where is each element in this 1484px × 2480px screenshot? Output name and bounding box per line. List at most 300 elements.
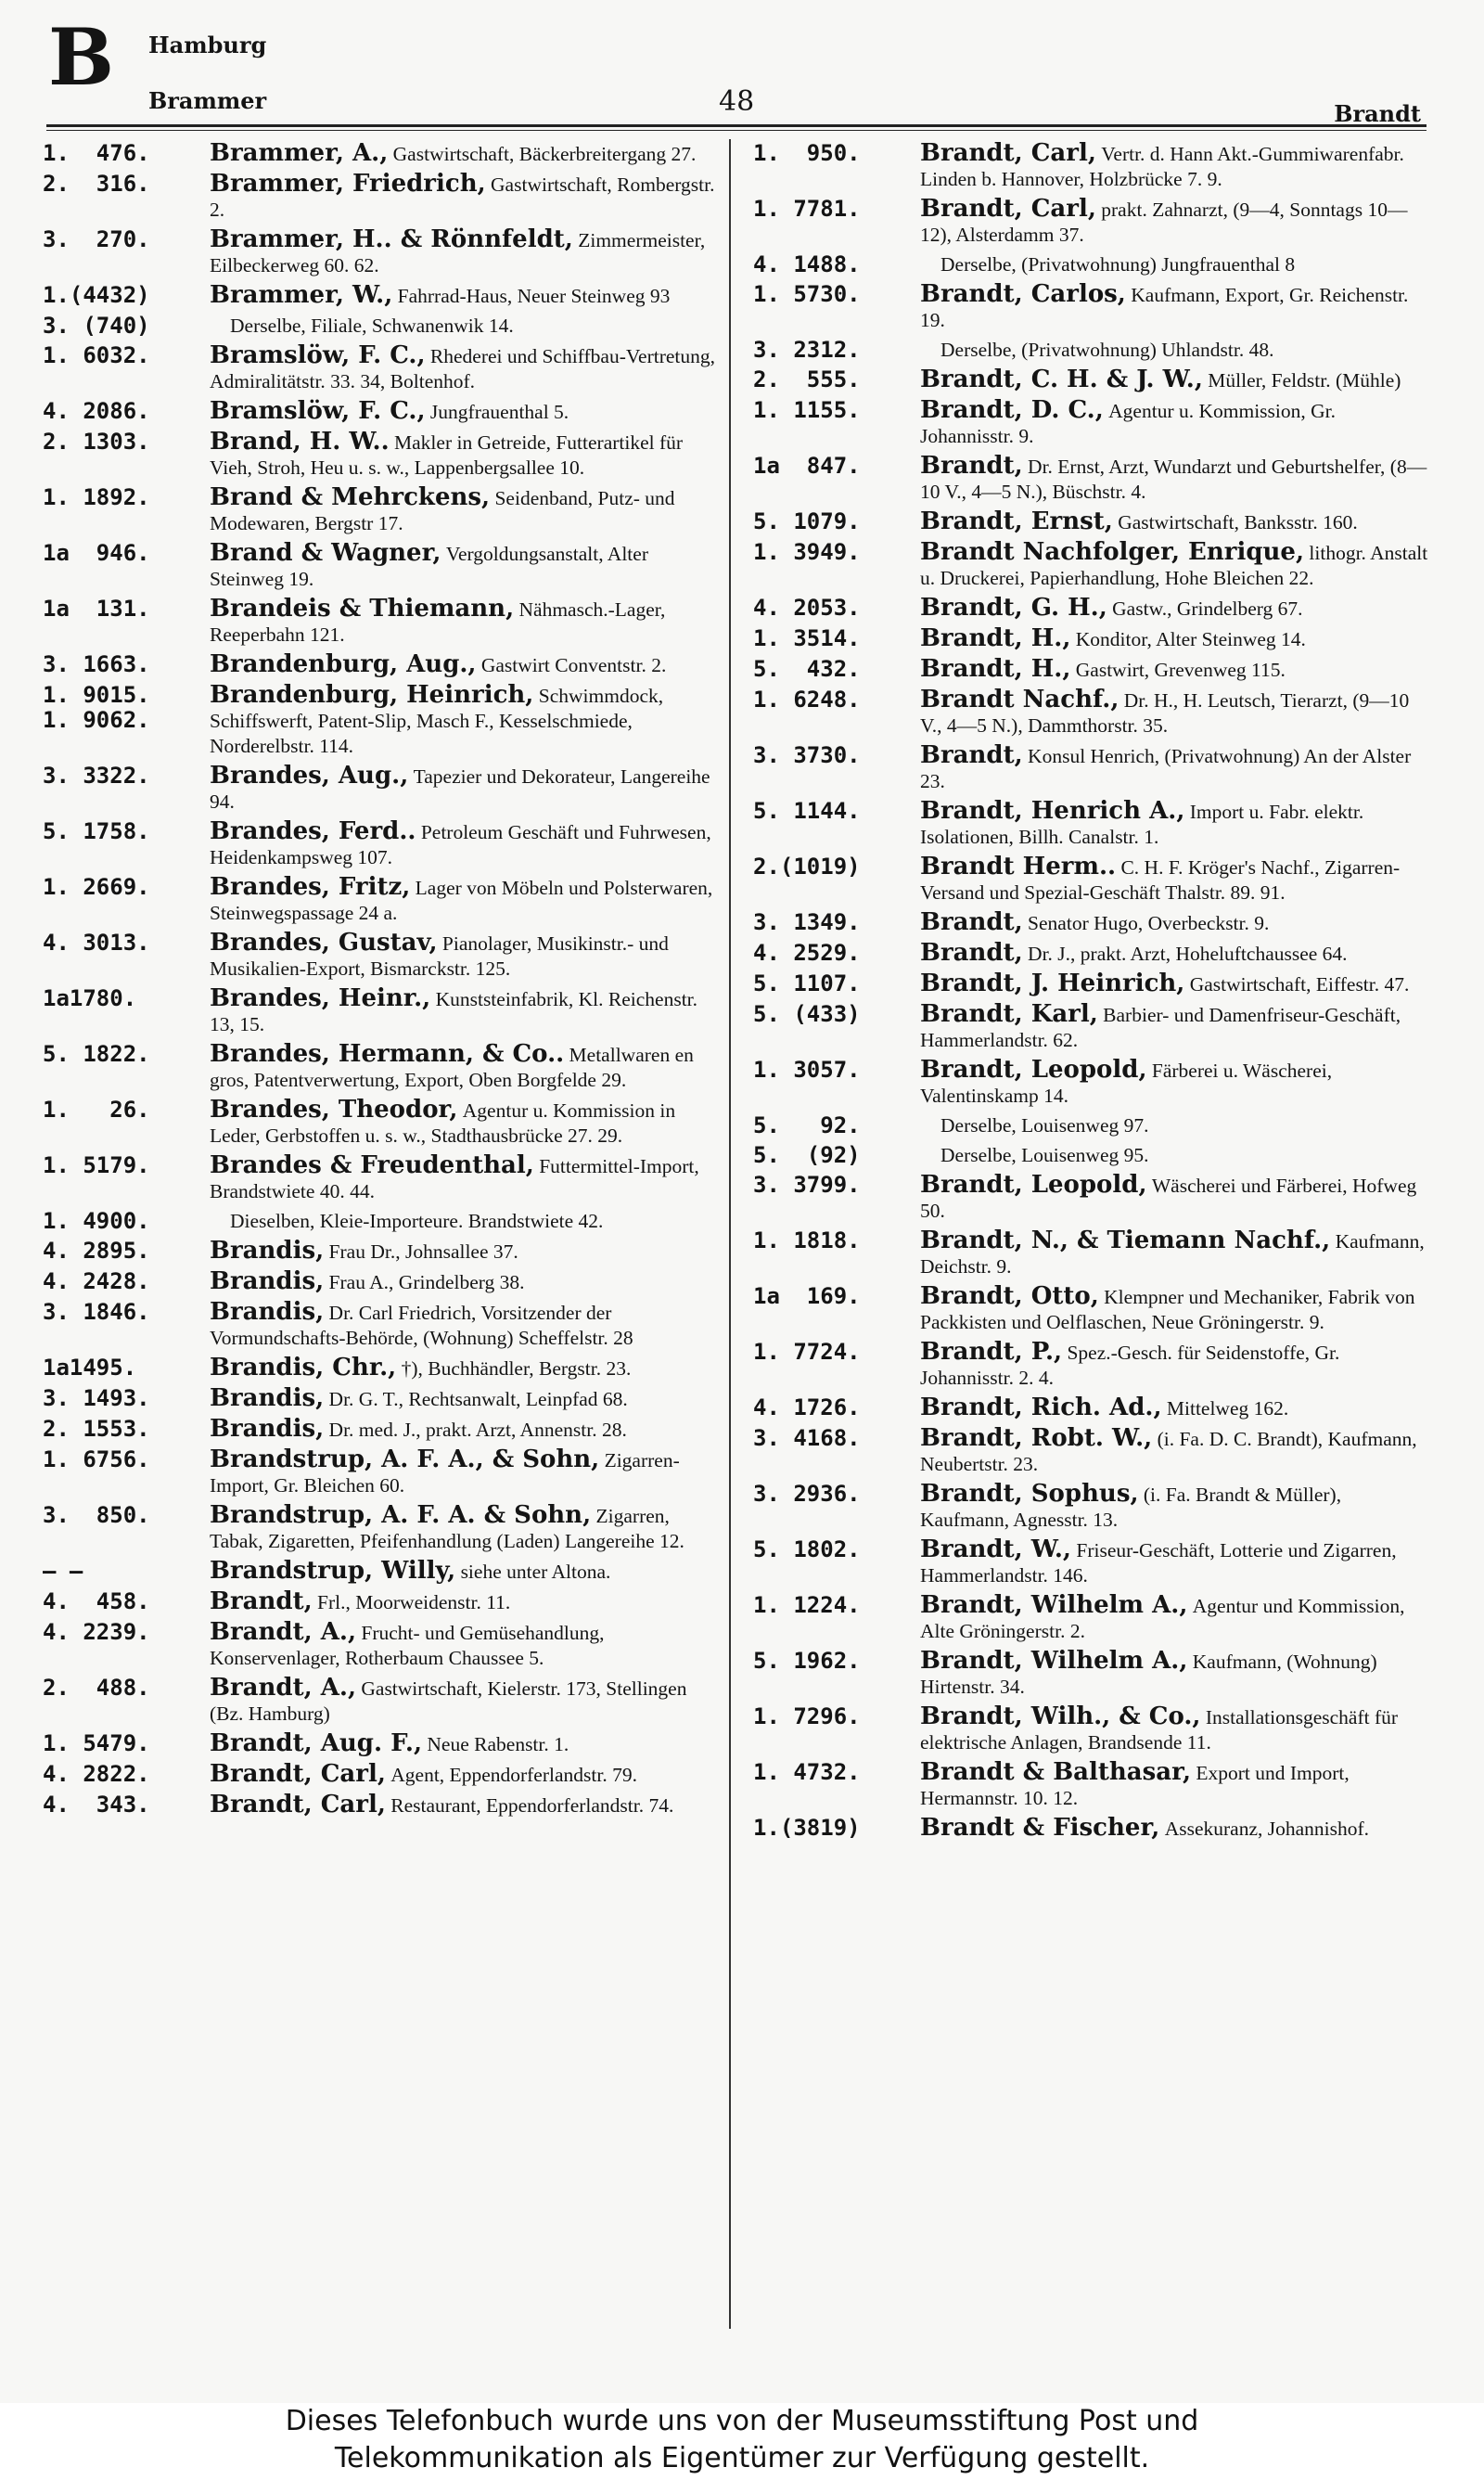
phone-number: 2. 316. — [43, 171, 150, 197]
phone-number: 1a 946. — [43, 540, 150, 566]
subscriber-name: Brandt, Aug. F., — [210, 1729, 423, 1757]
subscriber-name: Brandt, — [920, 939, 1023, 967]
directory-entry — [43, 314, 722, 339]
subscriber-name: Brandes, Gustav, — [210, 929, 438, 957]
phone-number: 1. 1224. — [753, 1592, 861, 1618]
directory-entry — [753, 941, 1432, 967]
subscriber-name: Brammer, A., — [210, 139, 389, 167]
phone-number: 3. 3799. — [753, 1172, 861, 1198]
subscriber-name: Brandis, — [210, 1415, 325, 1443]
phone-number: 4. 343. — [43, 1792, 150, 1818]
directory-entry — [753, 1143, 1432, 1168]
subscriber-name: Brandenburg, Heinrich, — [210, 681, 534, 709]
directory-entry — [43, 1153, 722, 1204]
phone-number: 1. 7296. — [753, 1703, 861, 1729]
subscriber-details: Frau Dr., Johnsallee 37. — [328, 1240, 518, 1263]
phone-number: 5. 1107. — [753, 970, 861, 996]
phone-number: 1. 4900. — [43, 1208, 150, 1234]
phone-number: 1. 6248. — [753, 687, 861, 713]
phone-number: 2. 1553. — [43, 1416, 150, 1442]
subscriber-name: Brandis, Chr., — [210, 1354, 397, 1381]
directory-entry — [753, 799, 1432, 850]
subscriber-name: Brandt & Fischer, — [920, 1814, 1160, 1842]
phone-number: 1. 7781. — [753, 196, 861, 222]
subscriber-details: Zigarren-Import, Gr. Bleichen 60. — [210, 1449, 680, 1497]
subscriber-details: Makler in Getreide, Futterartikel für Vieh, Stroh, Heu u. s. w., Lappenbergsallee 10. — [210, 431, 684, 479]
subscriber-details: Gastwirtschaft, Rombergstr. 2. — [210, 173, 715, 221]
subscriber-details: Gastwirtschaft, Eiffestr. 47. — [1189, 973, 1410, 996]
subscriber-details: Neue Rabenstr. 1. — [427, 1733, 569, 1755]
phone-number: 1. 6756. — [43, 1446, 150, 1472]
subscriber-details: Mittelweg 162. — [1166, 1397, 1289, 1420]
subscriber-details: Dr. G. T., Rechtsanwalt, Leinpfad 68. — [328, 1388, 628, 1410]
subscriber-name: Brandis, — [210, 1237, 325, 1265]
phone-number: 1. 6032. — [43, 342, 150, 368]
directory-entry — [753, 1760, 1432, 1811]
directory-entry — [43, 227, 722, 278]
subscriber-name: Brandt, P., — [920, 1338, 1063, 1366]
phone-number: 1. 7724. — [753, 1339, 861, 1365]
subscriber-name: Brandt, Ernst, — [920, 508, 1113, 535]
directory-entry — [43, 1503, 722, 1554]
subscriber-details: Gastwirtschaft, Bäckerbreitergang 27. — [392, 143, 697, 165]
directory-entry — [43, 1269, 722, 1295]
directory-entry — [753, 1284, 1432, 1335]
subscriber-name: Brandt, Leopold, — [920, 1056, 1147, 1084]
subscriber-details: Export und Import, Hermannstr. 10. 12. — [920, 1762, 1350, 1809]
phone-number: 3. 1349. — [753, 909, 861, 935]
phone-number: 5. 1822. — [43, 1041, 150, 1067]
directory-entry — [753, 454, 1432, 505]
phone-number: 5. 1144. — [753, 798, 861, 824]
directory-entry — [753, 1113, 1432, 1138]
directory-entry — [43, 683, 722, 759]
subscriber-details: Müller, Feldstr. (Mühle) — [1208, 369, 1401, 392]
subscriber-name: Brandt, Sophus, — [920, 1480, 1139, 1508]
phone-number: — — — [43, 1558, 83, 1584]
subscriber-details: lithogr. Anstalt u. Druckerei, Papierhandlung, Hohe Bleichen 22. — [920, 542, 1428, 589]
subscriber-name: Brandt, A., — [210, 1674, 356, 1702]
directory-entry — [43, 652, 722, 678]
subscriber-details: Frucht- und Gemüsehandlung, Konservenlager, Rotherbaum Chaussee 5. — [210, 1622, 605, 1669]
phone-number: 1a 169. — [753, 1283, 861, 1309]
subscriber-name: Brandeis & Thiemann, — [210, 595, 515, 623]
subscriber-name: Brandt Nachf., — [920, 686, 1119, 713]
directory-entry — [43, 764, 722, 815]
directory-entry — [753, 657, 1432, 683]
subscriber-details: Jungfrauenthal 5. — [429, 401, 569, 423]
phone-number: 5. 1962. — [753, 1648, 861, 1674]
directory-entry — [753, 626, 1432, 652]
subscriber-details: siehe unter Altona. — [460, 1561, 611, 1583]
phone-number: 1a1495. — [43, 1355, 137, 1381]
directory-entry — [43, 1793, 722, 1818]
phone-number: 1. 5179. — [43, 1152, 150, 1178]
subscriber-details: Frau A., Grindelberg 38. — [328, 1271, 525, 1293]
phone-number: 4. 2239. — [43, 1619, 150, 1645]
phone-number: 5. 432. — [753, 656, 861, 682]
subscriber-name: Brandt Nachfolger, Enrique, — [920, 538, 1305, 566]
directory-entry — [43, 1098, 722, 1149]
subscriber-name: Brandt, — [210, 1587, 313, 1615]
subscriber-details: Fahrrad-Haus, Neuer Steinweg 93 — [397, 285, 671, 307]
directory-entry — [43, 283, 722, 309]
subscriber-details: C. H. F. Kröger's Nachf., Zigarren-Versand und Spezial-Geschäft Thalstr. 89. 91. — [920, 856, 1401, 904]
directory-entry — [43, 1300, 722, 1351]
phone-number: 5. 1758. — [43, 818, 150, 844]
directory-entry — [43, 1559, 722, 1585]
header-first-entry: Brammer — [148, 87, 267, 114]
phone-number: 1. 3514. — [753, 625, 861, 651]
subscriber-name: Brandes, Theodor, — [210, 1096, 458, 1124]
phone-number: 5. 1802. — [753, 1536, 861, 1562]
subscriber-details: Klempner und Mechaniker, Fabrik von Packkisten und Oelflaschen, Neue Gröningerstr. 9. — [920, 1286, 1415, 1333]
phone-number: 1. 5479. — [43, 1730, 150, 1756]
phone-number: 3. (740) — [43, 313, 150, 339]
subscriber-details: Konditor, Alter Steinweg 14. — [1075, 628, 1306, 650]
subscriber-details: Dr. J., prakt. Arzt, Hoheluftchaussee 64. — [1028, 943, 1348, 965]
phone-number: 1. 2669. — [43, 874, 150, 900]
directory-entry — [753, 1816, 1432, 1842]
phone-number: 3. 2936. — [753, 1481, 861, 1507]
phone-number: 1. 9015. 1. 9062. — [43, 682, 150, 733]
subscriber-details: Senator Hugo, Overbeckstr. 9. — [1028, 912, 1270, 934]
phone-number: 1.(4432) — [43, 282, 150, 308]
subscriber-details: Spez.-Gesch. für Seidenstoffe, Gr. Johannisstr. 2. 4. — [920, 1342, 1340, 1389]
subscriber-name: Brandt Herm.. — [920, 853, 1117, 880]
subscriber-details: Gastw., Grindelberg 67. — [1112, 598, 1303, 620]
phone-number: 3. 4168. — [753, 1425, 861, 1451]
subscriber-details: Barbier- und Damenfriseur-Geschäft, Hammerlandstr. 62. — [920, 1004, 1401, 1051]
subscriber-details: Konsul Henrich, (Privatwohnung) An der Alster 23. — [920, 745, 1412, 792]
subscriber-details: Metallwaren en gros, Patentverwertung, Export, Oben Borgfelde 29. — [210, 1044, 694, 1091]
subscriber-details: Petroleum Geschäft und Fuhrwesen, Heidenkampsweg 107. — [210, 821, 711, 868]
subscriber-details: Nähmasch.-Lager, Reeperbahn 121. — [210, 598, 666, 646]
subscriber-name: Brandis, — [210, 1267, 325, 1295]
subscriber-details: Zigarren, Tabak, Zigaretten, Pfeifenhandlung (Laden) Langereihe 12. — [210, 1505, 684, 1552]
subscriber-details: Rhederei und Schiffbau-Vertretung, Admiralitätstr. 33. 34, Boltenhof. — [210, 345, 716, 392]
directory-entry — [43, 1589, 722, 1615]
phone-number: 4. 2529. — [753, 940, 861, 966]
subscriber-name: Brandt, Carl, — [920, 195, 1096, 223]
subscriber-details: †), Buchhändler, Bergstr. 23. — [401, 1357, 632, 1380]
subscriber-details: Zimmermeister, Eilbeckerweg 60. 62. — [210, 229, 706, 276]
subscriber-name: Brandt, Carl, — [210, 1791, 386, 1818]
subscriber-details: Friseur-Geschäft, Lotterie und Zigarren, Hammerlandstr. 146. — [920, 1539, 1397, 1587]
directory-entry — [43, 172, 722, 223]
phone-number: 1. 5730. — [753, 281, 861, 307]
phone-number: 3. 850. — [43, 1502, 150, 1528]
directory-entry — [753, 252, 1432, 277]
directory-entry — [753, 971, 1432, 997]
subscriber-name: Brandenburg, Aug., — [210, 650, 477, 678]
directory-entry — [753, 141, 1432, 192]
subscriber-name: Brandt, H., — [920, 624, 1071, 652]
directory-entry — [43, 1356, 722, 1381]
right-column — [753, 141, 1432, 1846]
phone-number: 1. 4732. — [753, 1759, 861, 1785]
subscriber-details: Dr. H., H. Leutsch, Tierarzt, (9—10 V., 4—5 N.), Dammthorstr. 35. — [920, 689, 1410, 737]
directory-entry — [753, 1173, 1432, 1224]
subscriber-name: Brand & Mehrckens, — [210, 483, 491, 511]
directory-entry — [43, 1620, 722, 1671]
subscriber-details: Vertr. d. Hann Akt.-Gummiwarenfabr. Linden b. Hannover, Holzbrücke 7. 9. — [920, 143, 1404, 190]
directory-entry — [43, 1042, 722, 1093]
phone-number: 5. 1079. — [753, 508, 861, 534]
directory-entry — [43, 141, 722, 167]
subscriber-name: Brandt, Carl, — [210, 1760, 386, 1788]
subscriber-name: Brandt, Robt. W., — [920, 1424, 1153, 1452]
directory-entry — [753, 687, 1432, 739]
subscriber-details: Kunststeinfabrik, Kl. Reichenstr. 13, 15. — [210, 988, 698, 1035]
directory-entry — [43, 1209, 722, 1234]
subscriber-name: Brandt, J. Heinrich, — [920, 970, 1185, 997]
directory-entry — [753, 1395, 1432, 1421]
subscriber-details: Agentur u. Kommission in Leder, Gerbstoffen u. s. w., Stadthausbrücke 27. 29. — [210, 1099, 676, 1147]
subscriber-details: Färberei u. Wäscherei, Valentinskamp 14. — [920, 1060, 1333, 1107]
subscriber-details: Gastwirtschaft, Banksstr. 160. — [1118, 511, 1358, 533]
phone-number: 4. 2086. — [43, 398, 150, 424]
subscriber-details: Agent, Eppendorferlandstr. 79. — [390, 1764, 637, 1786]
subscriber-details: Import u. Fabr. elektr. Isolationen, Billh. Canalstr. 1. — [920, 801, 1364, 848]
directory-entry — [43, 1239, 722, 1265]
subscriber-details: Kaufmann, Export, Gr. Reichenstr. 19. — [920, 284, 1409, 331]
subscriber-details: Gastwirt, Grevenweg 115. — [1075, 659, 1286, 681]
subscriber-details: Agentur und Kommission, Alte Gröningerstr. 2. — [920, 1595, 1405, 1642]
directory-entry — [753, 398, 1432, 449]
subscriber-details: (i. Fa. Brandt & Müller), Kaufmann, Agnesstr. 13. — [920, 1484, 1342, 1531]
subscriber-name: Brandes, Hermann, & Co.. — [210, 1040, 565, 1068]
subscriber-name: Brandt, H., — [920, 655, 1071, 683]
subscriber-name: Brandt, C. H. & J. W., — [920, 366, 1203, 393]
subscriber-name: Brandt, W., — [920, 1536, 1071, 1563]
phone-number: 1. 1818. — [753, 1227, 861, 1253]
subscriber-name: Brandes & Freudenthal, — [210, 1151, 534, 1179]
phone-number: 1. 26. — [43, 1097, 150, 1123]
subscriber-name: Brand, H. W.. — [210, 428, 390, 456]
footer-notice — [0, 2403, 1484, 2480]
subscriber-name: Brandt, Otto, — [920, 1282, 1099, 1310]
header-city: Hamburg — [148, 32, 267, 58]
subscriber-name: Brandstrup, Willy, — [210, 1557, 456, 1585]
phone-number: 1a 847. — [753, 453, 861, 479]
phone-number: 3. 1846. — [43, 1299, 150, 1325]
subscriber-name: Brandt, Leopold, — [920, 1171, 1147, 1199]
phone-number: 5. (92) — [753, 1142, 861, 1168]
subscriber-name: Brandt, Wilhelm A., — [920, 1591, 1188, 1619]
subscriber-name: Brandes, Ferd.. — [210, 817, 416, 845]
phone-number: 1a1780. — [43, 985, 137, 1011]
subscriber-name: Brandt, Karl, — [920, 1000, 1098, 1028]
subscriber-name: Brandes, Aug., — [210, 762, 409, 790]
directory-entry — [753, 338, 1432, 363]
left-column — [43, 141, 722, 1823]
subscriber-details: Seidenband, Putz- und Modewaren, Bergstr 17. — [210, 487, 675, 534]
phone-number: 5. 92. — [753, 1112, 861, 1138]
subscriber-name: Brandt & Balthasar, — [920, 1758, 1191, 1786]
subscriber-name: Brandes, Fritz, — [210, 873, 411, 901]
subscriber-details: Futtermittel-Import, Brandstwiete 40. 44. — [210, 1155, 699, 1202]
subscriber-name: Bramslöw, F. C., — [210, 397, 426, 425]
directory-entry — [43, 343, 722, 394]
phone-number: 2. 555. — [753, 366, 861, 392]
directory-entry — [43, 931, 722, 982]
directory-entry — [43, 1386, 722, 1412]
phone-number: 4. 1726. — [753, 1394, 861, 1420]
subscriber-name: Brandt, — [920, 908, 1023, 936]
subscriber-details: Pianolager, Musikinstr.- und Musikalien-Export, Bismarckstr. 125. — [210, 932, 669, 980]
phone-number: 1.(3819) — [753, 1815, 861, 1841]
directory-entry — [753, 367, 1432, 393]
subscriber-name: Brandt, Carlos, — [920, 280, 1126, 308]
directory-entry — [753, 1704, 1432, 1755]
directory-entry — [753, 1537, 1432, 1588]
directory-entry — [43, 430, 722, 481]
phone-number: 4. 458. — [43, 1588, 150, 1614]
subscriber-name: Brandt, Henrich A., — [920, 797, 1185, 825]
directory-entry — [43, 819, 722, 870]
phone-number: 4. 3013. — [43, 930, 150, 956]
phone-number: 5. (433) — [753, 1001, 861, 1027]
subscriber-name: Brandt, Wilhelm A., — [920, 1647, 1188, 1675]
subscriber-details: Derselbe, (Privatwohnung) Jungfrauenthal 8 — [940, 253, 1296, 276]
header-last-entry: Brandt — [1334, 100, 1421, 127]
page-number: 48 — [719, 85, 755, 118]
phone-number: 1. 950. — [753, 140, 861, 166]
directory-entry — [753, 1002, 1432, 1053]
footer-line-1: Dieses Telefonbuch wurde uns von der Museumsstiftung Post und — [285, 2405, 1199, 2437]
subscriber-name: Brandstrup, A. F. A., & Sohn, — [210, 1446, 600, 1473]
subscriber-details: Installationsgeschäft für elektrische Anlagen, Brandsende 11. — [920, 1706, 1399, 1754]
footer-line-2: Telekommunikation als Eigentümer zur Verfügung gestellt. — [334, 2442, 1150, 2474]
subscriber-name: Brammer, W., — [210, 281, 393, 309]
phone-number: 2. 488. — [43, 1675, 150, 1701]
directory-entry — [753, 743, 1432, 794]
phone-number: 1. 3057. — [753, 1057, 861, 1083]
directory-entry — [43, 541, 722, 592]
header-rule-thin — [46, 130, 1426, 131]
directory-entry — [753, 1482, 1432, 1533]
phone-number: 2. 1303. — [43, 429, 150, 455]
directory-entry — [753, 855, 1432, 906]
phone-number: 3. 1663. — [43, 651, 150, 677]
subscriber-details: Agentur u. Kommission, Gr. Johannisstr. 9. — [920, 400, 1337, 447]
phone-number: 3. 3730. — [753, 742, 861, 768]
directory-entry — [43, 1731, 722, 1757]
directory-entry — [753, 1340, 1432, 1391]
directory-entry — [753, 197, 1432, 248]
subscriber-details: Lager von Möbeln und Polsterwaren, Steinwegspassage 24 a. — [210, 877, 713, 924]
directory-entry — [753, 540, 1432, 591]
subscriber-details: Kaufmann, Deichstr. 9. — [920, 1230, 1425, 1278]
subscriber-details: Kaufmann, (Wohnung) Hirtenstr. 34. — [920, 1651, 1377, 1698]
subscriber-name: Brandt, — [920, 452, 1023, 480]
subscriber-details: prakt. Zahnarzt, (9—4, Sonntags 10—12), Alsterdamm 37. — [920, 199, 1408, 246]
directory-entry — [43, 1417, 722, 1443]
subscriber-details: Gastwirt Conventstr. 2. — [480, 654, 667, 676]
subscriber-name: Brammer, Friedrich, — [210, 170, 486, 198]
phone-number: 4. 2053. — [753, 595, 861, 621]
subscriber-name: Brandt, Carl, — [920, 139, 1096, 167]
directory-entry — [43, 1447, 722, 1498]
subscriber-details: Derselbe, Filiale, Schwanenwik 14. — [230, 315, 514, 337]
subscriber-name: Brandis, — [210, 1298, 325, 1326]
subscriber-details: Derselbe, (Privatwohnung) Uhlandstr. 48. — [940, 339, 1274, 361]
subscriber-details: Assekuranz, Johannishof. — [1164, 1818, 1370, 1840]
directory-entry — [43, 485, 722, 536]
subscriber-details: Derselbe, Louisenweg 95. — [940, 1144, 1149, 1166]
directory-entry — [43, 1762, 722, 1788]
subscriber-name: Brandt, Wilh., & Co., — [920, 1703, 1201, 1730]
phone-number: 4. 1488. — [753, 251, 861, 277]
subscriber-details: (i. Fa. D. C. Brandt), Kaufmann, Neubertstr. 23. — [920, 1428, 1417, 1475]
phone-number: 3. 3322. — [43, 763, 150, 789]
phone-number: 4. 2428. — [43, 1268, 150, 1294]
phone-number: 4. 2822. — [43, 1761, 150, 1787]
phone-number: 1a 131. — [43, 596, 150, 622]
subscriber-details: Dieselben, Kleie-Importeure. Brandstwiete 42. — [230, 1210, 604, 1232]
phone-number: 1. 1892. — [43, 484, 150, 510]
directory-entry — [753, 596, 1432, 622]
column-divider — [729, 139, 731, 2329]
phone-number: 2.(1019) — [753, 854, 861, 880]
subscriber-name: Brandt, Rich. Ad., — [920, 1394, 1162, 1421]
subscriber-details: Tapezier und Dekorateur, Langereihe 94. — [210, 765, 710, 813]
phone-number: 4. 2895. — [43, 1238, 150, 1264]
subscriber-details: Restaurant, Eppendorferlandstr. 74. — [390, 1794, 674, 1817]
subscriber-name: Bramslöw, F. C., — [210, 341, 426, 369]
phone-number: 1. 3949. — [753, 539, 861, 565]
subscriber-details: Derselbe, Louisenweg 97. — [940, 1114, 1149, 1137]
phone-number: 3. 2312. — [753, 337, 861, 363]
directory-entry — [43, 597, 722, 648]
phone-number: 3. 270. — [43, 226, 150, 252]
subscriber-name: Brammer, H.. & Rönnfeldt, — [210, 225, 573, 253]
subscriber-details: Vergoldungsanstalt, Alter Steinweg 19. — [210, 543, 648, 590]
subscriber-details: Dr. med. J., prakt. Arzt, Annenstr. 28. — [328, 1419, 627, 1441]
directory-entry — [43, 1676, 722, 1727]
directory-entry — [753, 1426, 1432, 1477]
directory-entry — [753, 1649, 1432, 1700]
directory-entry — [43, 875, 722, 926]
phone-number: 1. 1155. — [753, 397, 861, 423]
section-letter: B — [48, 11, 114, 103]
subscriber-name: Brand & Wagner, — [210, 539, 441, 567]
phone-number: 1. 476. — [43, 140, 150, 166]
subscriber-details: Dr. Carl Friedrich, Vorsitzender der Vormundschafts-Behörde, (Wohnung) Scheffelstr. 28 — [210, 1302, 633, 1349]
phone-number: 3. 1493. — [43, 1385, 150, 1411]
header-rule — [46, 124, 1426, 127]
subscriber-details: Frl., Moorweidenstr. 11. — [317, 1591, 511, 1613]
subscriber-details: Dr. Ernst, Arzt, Wundarzt und Geburtshelfer, (8—10 V., 4—5 N.), Büschstr. 4. — [920, 456, 1427, 503]
directory-entry — [43, 399, 722, 425]
subscriber-name: Brandt, N., & Tiemann Nachf., — [920, 1227, 1331, 1254]
subscriber-details: Schwimmdock, Schiffswerft, Patent-Slip, Masch F., Kesselschmiede, Norderelbstr. 114. — [210, 685, 664, 757]
subscriber-name: Brandt, D. C., — [920, 396, 1104, 424]
directory-entry — [753, 1228, 1432, 1279]
subscriber-details: Wäscherei und Färberei, Hofweg 50. — [920, 1175, 1417, 1222]
subscriber-name: Brandes, Heinr., — [210, 984, 431, 1012]
subscriber-details: Gastwirtschaft, Kielerstr. 173, Stellingen (Bz. Hamburg) — [210, 1677, 687, 1725]
subscriber-name: Brandt, G. H., — [920, 594, 1107, 622]
subscriber-name: Brandt, — [920, 741, 1023, 769]
directory-entry — [753, 282, 1432, 333]
subscriber-name: Brandt, A., — [210, 1618, 356, 1646]
directory-entry — [753, 509, 1432, 535]
directory-entry — [753, 1593, 1432, 1644]
subscriber-name: Brandstrup, A. F. A. & Sohn, — [210, 1501, 592, 1529]
directory-entry — [43, 986, 722, 1037]
